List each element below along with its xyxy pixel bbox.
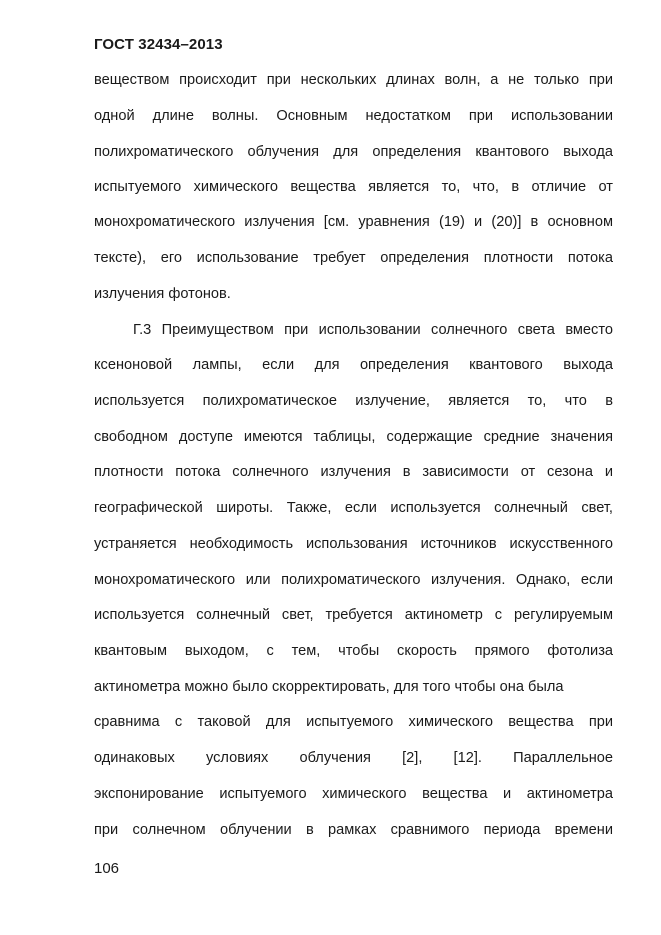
text-line: экспонирование испытуемого химического вещества и актинометра [94,786,613,802]
text-line: одной длине волны. Основным недостатком при использовании [94,108,613,124]
text-line: географической широты. Также, если используется солнечный свет, [94,500,613,516]
document-title: ГОСТ 32434–2013 [94,36,223,53]
text-line: тексте), его использование требует определения плотности потока [94,250,613,266]
text-line: свободном доступе имеются таблицы, содержащие средние значения [94,429,613,445]
text-line: сравнима с таковой для испытуемого химического вещества при [94,714,613,730]
paragraph-start-line: Г.3 Преимуществом при использовании солнечного света вместо [133,322,613,338]
text-line: ксеноновой лампы, если для определения квантового выхода [94,357,613,373]
text-line: плотности потока солнечного излучения в зависимости от сезона и [94,464,613,480]
text-line: монохроматического излучения [см. уравнения (19) и (20)] в основном [94,214,613,230]
text-line: при солнечном облучении в рамках сравнимого периода времени [94,822,613,838]
text-line: используется полихроматическое излучение, является то, что в [94,393,613,409]
text-line: излучения фотонов. [94,286,231,302]
text-line: актинометра можно было скорректировать, для того чтобы она была [94,679,564,695]
text-line: монохроматического или полихроматического излучения. Однако, если [94,572,613,588]
text-line: веществом происходит при нескольких длинах волн, а не только при [94,72,613,88]
text-line: используется солнечный свет, требуется актинометр с регулируемым [94,607,613,623]
page-number: 106 [94,860,120,877]
text-line: полихроматического облучения для определения квантового выхода [94,144,613,160]
text-line: испытуемого химического вещества является то, что, в отличие от [94,179,613,195]
text-line: устраняется необходимость использования источников искусственного [94,536,613,552]
text-line: квантовым выходом, с тем, чтобы скорость прямого фотолиза [94,643,613,659]
text-line: одинаковых условиях облучения [2], [12]. Параллельное [94,750,613,766]
